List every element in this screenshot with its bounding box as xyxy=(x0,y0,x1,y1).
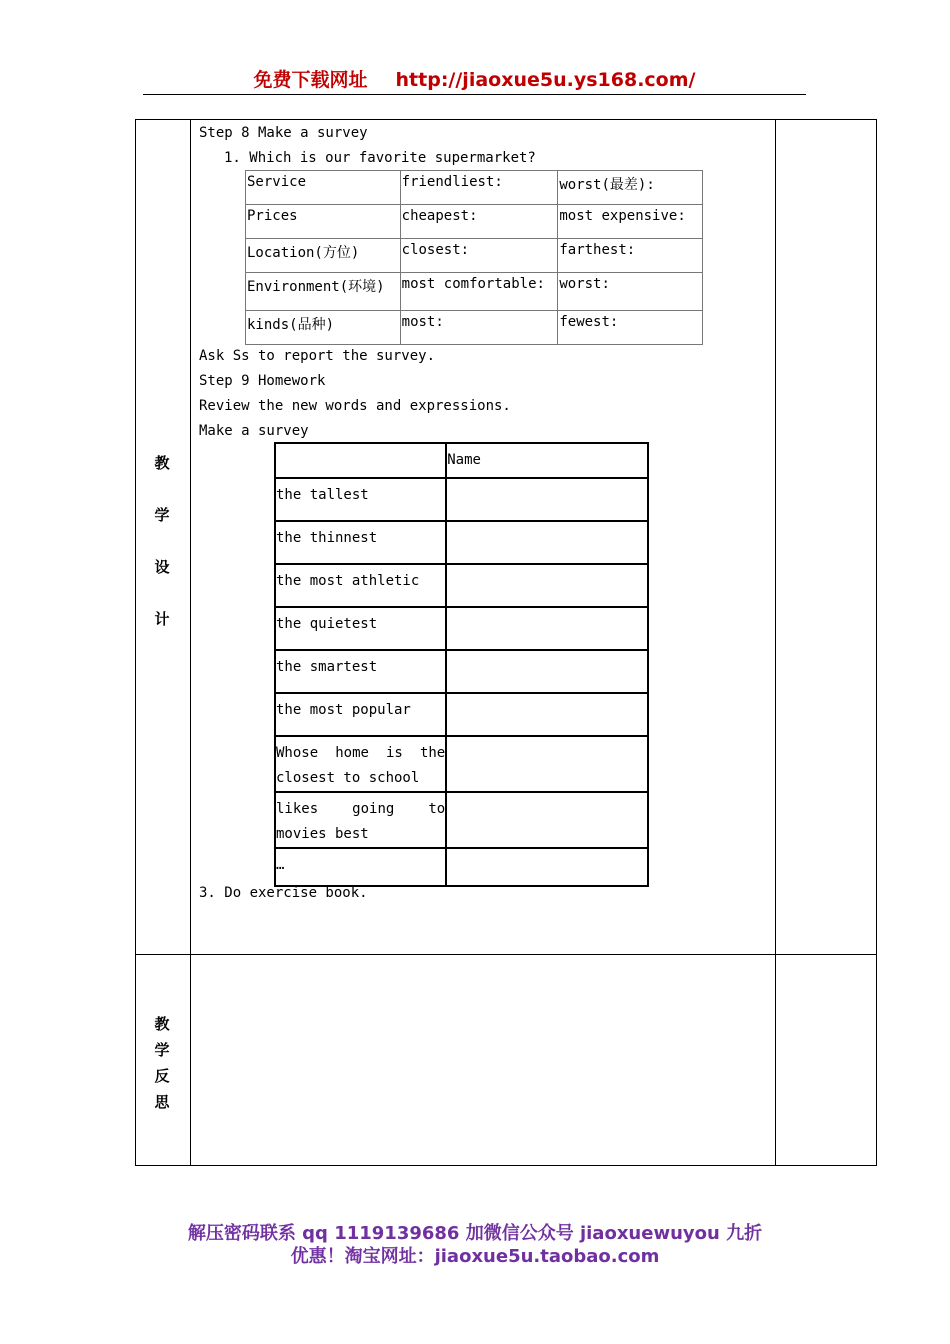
supermarket-survey-table xyxy=(245,170,703,345)
homework-row-answer[interactable] xyxy=(446,693,648,736)
survey-cell: Environment(环境) xyxy=(246,273,401,311)
homework-row-answer[interactable] xyxy=(446,564,648,607)
footer-line-1: 解压密码联系 qq 1119139686 加微信公众号 jiaoxuewuyou 九折 xyxy=(187,1223,763,1244)
survey-cell: farthest: xyxy=(558,239,703,273)
survey-cell: most expensive: xyxy=(558,205,703,239)
frame-divider-left xyxy=(190,119,191,1166)
reflection-char-3: 反 xyxy=(154,1067,170,1085)
homework-row-label: the smartest xyxy=(275,650,446,693)
homework-row-answer[interactable] xyxy=(446,607,648,650)
exercise-text: 3. Do exercise book. xyxy=(199,885,368,901)
page-header xyxy=(143,66,806,95)
homework-row-label: the quietest xyxy=(275,607,446,650)
make-survey-text: Make a survey xyxy=(199,423,309,439)
homework-row-label: Whose home is the closest to school xyxy=(275,736,446,792)
homework-row-answer[interactable] xyxy=(446,792,648,848)
header-left-text: 免费下载网址 xyxy=(253,69,368,91)
homework-row-label: the most popular xyxy=(275,693,446,736)
homework-row-answer[interactable] xyxy=(446,736,648,792)
homework-survey-table xyxy=(274,442,649,887)
survey-cell: worst(最差): xyxy=(558,171,703,205)
survey-cell: worst: xyxy=(558,273,703,311)
reflection-char-2: 学 xyxy=(154,1041,170,1059)
survey-cell: closest: xyxy=(400,239,558,273)
survey-cell: Service xyxy=(246,171,401,205)
homework-row-label: the most athletic xyxy=(275,564,446,607)
survey-cell: Prices xyxy=(246,205,401,239)
reflection-label xyxy=(152,1013,172,1117)
survey-cell: most comfortable: xyxy=(400,273,558,311)
design-char-4: 计 xyxy=(154,610,170,628)
design-char-1: 教 xyxy=(154,454,170,472)
reflection-char-4: 思 xyxy=(154,1093,170,1111)
reflection-char-1: 教 xyxy=(154,1015,170,1033)
homework-header-name: Name xyxy=(446,443,648,478)
survey-cell: fewest: xyxy=(558,311,703,345)
survey-cell: kinds(品种) xyxy=(246,311,401,345)
homework-row-label: … xyxy=(275,848,446,886)
homework-row-answer[interactable] xyxy=(446,521,648,564)
homework-row-answer[interactable] xyxy=(446,478,648,521)
homework-row-label: the thinnest xyxy=(275,521,446,564)
footer-line-2: 优惠！淘宝网址：jiaoxue5u.taobao.com xyxy=(290,1246,660,1267)
homework-row-label: likes going to movies best xyxy=(275,792,446,848)
ask-report-text: Ask Ss to report the survey. xyxy=(199,348,436,364)
frame-divider-right xyxy=(775,119,776,1166)
design-char-2: 学 xyxy=(154,506,170,524)
homework-header-cell xyxy=(275,443,446,478)
homework-row-answer[interactable] xyxy=(446,848,648,886)
survey-question: 1. Which is our favorite supermarket? xyxy=(224,150,536,166)
survey-cell: cheapest: xyxy=(400,205,558,239)
step8-heading: Step 8 Make a survey xyxy=(199,125,368,141)
survey-cell: Location(方位) xyxy=(246,239,401,273)
survey-cell: friendliest: xyxy=(400,171,558,205)
step9-heading: Step 9 Homework xyxy=(199,373,326,389)
header-url-link[interactable]: http://jiaoxue5u.ys168.com/ xyxy=(395,69,696,91)
homework-row-answer[interactable] xyxy=(446,650,648,693)
review-text: Review the new words and expressions. xyxy=(199,398,511,414)
homework-row-label: the tallest xyxy=(275,478,446,521)
design-char-3: 设 xyxy=(154,558,170,576)
survey-cell: most: xyxy=(400,311,558,345)
frame-divider-middle xyxy=(135,954,877,955)
design-label xyxy=(152,452,172,634)
